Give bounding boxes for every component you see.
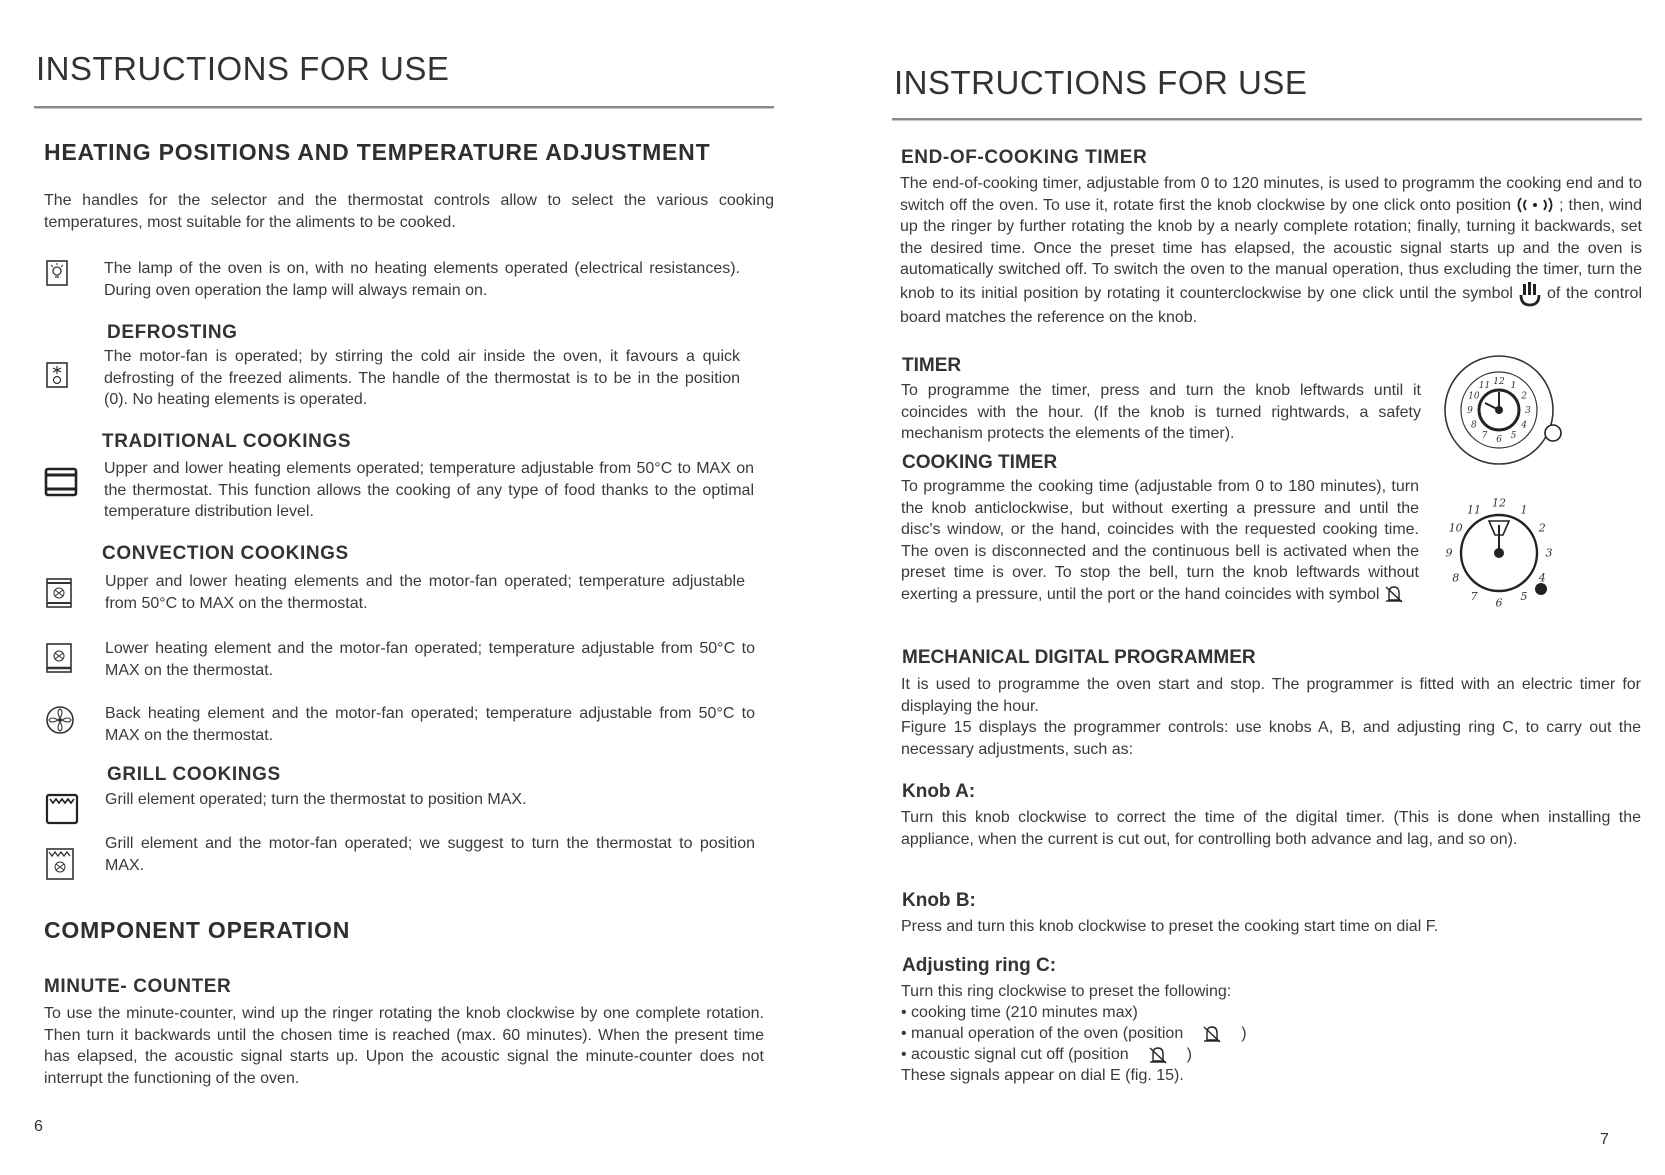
- hand-icon: [1517, 281, 1543, 307]
- page-number: 6: [34, 1118, 43, 1135]
- grill-text-1: Grill element operated; turn the thermostat to position MAX.: [105, 791, 527, 808]
- cooking-dial-number-3: 3: [1545, 546, 1553, 560]
- knob-a-heading: Knob A:: [902, 781, 976, 802]
- timer-text: To programme the timer, press and turn the knob leftwards until it coincides with the hour. (If the knob is turned rightwards, a safety mechanism protects the elements of the timer).: [901, 382, 1421, 442]
- heating-intro: The handles for the selector and the thermostat controls allow to select the various cooking temperatures, most suitable for the aliments to be cooked.: [44, 192, 774, 231]
- grill-text-2: Grill element and the motor-fan operated; we suggest to turn the thermostat to position MAX.: [105, 835, 755, 874]
- eoc-heading: END-OF-COOKING TIMER: [901, 147, 1148, 168]
- ring-c-item-2-text: • manual operation of the oven (position: [901, 1025, 1184, 1042]
- timer-dial-number-10: 10: [1468, 391, 1480, 402]
- defrosting-text: The motor-fan is operated; by stirring the cold air inside the oven, it favours a quick defrosting of the freezed aliments. The handle of the thermostat is to be in the position (0). No heating elements is operated.: [104, 348, 740, 408]
- traditional-heading: TRADITIONAL COOKINGS: [102, 431, 352, 452]
- cooking-dial-number-2: 2: [1538, 521, 1546, 535]
- convection-icon: [46, 578, 72, 608]
- left-page: [0, 0, 790, 1175]
- component-heading: COMPONENT OPERATION: [44, 917, 351, 943]
- mdp-heading: MECHANICAL DIGITAL PROGRAMMER: [902, 647, 1256, 668]
- ring-c-intro: Turn this ring clockwise to preset the following:: [901, 983, 1232, 1000]
- timer-dial-number-6: 6: [1496, 435, 1502, 445]
- minute-counter-text: To use the minute-counter, wind up the ringer rotating the knob clockwise by one complete rotation. Then turn it backwards until the chosen time is reached (max. 60 minutes). When the present time has elapsed, the acoustic signal starts up. Upon the acoustic signal the minute-counter does not interrupt the functioning of the oven.: [44, 1005, 764, 1087]
- ring-c-item-2-close: ): [1241, 1025, 1247, 1042]
- cooking-dial-number-11: 11: [1467, 503, 1481, 517]
- timer-dial-number-11: 11: [1478, 380, 1491, 391]
- page-title: INSTRUCTIONS FOR USE: [894, 64, 1308, 101]
- lamp-text: The lamp of the oven is on, with no heating elements operated (electrical resistances). During oven operation the lamp will always remain on.: [104, 260, 740, 299]
- cooking-timer-text: [901, 476, 1419, 605]
- title-rule: [892, 118, 1642, 121]
- timer-dial-figure: [1435, 355, 1575, 470]
- timer-dial-number-2: 2: [1521, 391, 1527, 402]
- right-page: [880, 0, 1665, 1175]
- cooking-timer-heading: COOKING TIMER: [902, 452, 1058, 473]
- mdp-text: It is used to programme the oven start and stop. The programmer is fitted with an electric timer for displaying the hour.: [901, 676, 1641, 715]
- eoc-text-part-1: The end-of-cooking timer, adjustable from 0 to 120 minutes, is used to programm the cooking end and to switch off the oven. To use it, rotate first the knob clockwise by one click onto position: [900, 175, 1642, 214]
- cooking-dial-number-12: 12: [1492, 496, 1506, 510]
- timer-hand-short: [1485, 403, 1499, 410]
- timer-indicator: [1545, 425, 1561, 441]
- cooking-dial-number-9: 9: [1445, 546, 1453, 560]
- grill-heading: GRILL COOKINGS: [107, 764, 281, 785]
- ring-c-heading: Adjusting ring C:: [902, 955, 1057, 976]
- cooking-dial-number-7: 7: [1470, 590, 1478, 603]
- hand-off-icon: [1201, 1024, 1223, 1044]
- timer-dial-number-7: 7: [1481, 431, 1488, 442]
- eoc-text: [900, 173, 1642, 328]
- minute-counter-heading: MINUTE- COUNTER: [44, 976, 232, 997]
- traditional-text: Upper and lower heating elements operated; temperature adjustable from 50°C to MAX on the thermostat. This function allows the cooking of any type of food thanks to the optimal temperature distribution level.: [104, 460, 754, 520]
- defrost-icon: [46, 362, 68, 388]
- bell-off-icon: [1147, 1045, 1169, 1065]
- eoc-text-part-3: of the control board matches the reference on the knob.: [900, 284, 1643, 326]
- title-rule: [34, 106, 774, 109]
- timer-dial-number-9: 9: [1467, 406, 1473, 416]
- ring-c-item-2: [901, 1023, 1641, 1045]
- ring-c-footer: These signals appear on dial E (fig. 15).: [901, 1067, 1184, 1084]
- defrosting-heading: DEFROSTING: [107, 322, 238, 343]
- page-title: INSTRUCTIONS FOR USE: [36, 50, 450, 87]
- grill-fan-icon: [46, 848, 74, 880]
- page-number: 7: [1600, 1131, 1609, 1148]
- grill-icon: [45, 793, 79, 825]
- ring-c-item-3: [901, 1044, 1641, 1066]
- cooking-dial-number-10: 10: [1448, 521, 1463, 535]
- cooking-timer-dial-figure: [1435, 495, 1575, 615]
- cooking-dial-number-8: 8: [1452, 571, 1460, 585]
- timer-dial-number-3: 3: [1525, 406, 1531, 416]
- knob-a-text: Turn this knob clockwise to correct the time of the digital timer. (This is done when installing the appliance, when the current is cut out, for controlling both advance and lag, and so on).: [901, 809, 1641, 848]
- cooking-dial-number-5: 5: [1520, 590, 1528, 603]
- mdp-text-2: Figure 15 displays the programmer controls: use knobs A, B, and adjusting ring C, to carry out the necessary adjustments, such as:: [901, 719, 1641, 758]
- timer-heading: TIMER: [902, 355, 962, 376]
- eoc-text-part-2: ; then, wind up the ringer by further rotating the knob by a nearly complete rotation; finally, turning it backwards, set the desired time. Once the preset time has elapsed, the acoustic signal starts up and the oven is automatically switched off. To switch the oven to the manual operation, thus excluding the timer, turn the knob to its initial position by rotating it counterclockwise by one click until the symbol: [900, 196, 1643, 302]
- ring-c-item-3-text: • acoustic signal cut off (position: [901, 1046, 1129, 1063]
- fan-icon: [45, 705, 75, 735]
- timer-dial-number-5: 5: [1510, 431, 1517, 442]
- convection-text-1: Upper and lower heating elements and the motor-fan operated; temperature adjustable from 50°C to MAX on the thermostat.: [105, 573, 745, 612]
- cooking-timer-text-body: To programme the cooking time (adjustable from 0 to 180 minutes), turn the knob anticlockwise, but without exerting a pressure and until the disc's window, or the hand, coincides with the requested cooking time. The oven is disconnected and the continuous bell is activated when the preset time is over. To stop the bell, turn the knob leftwards without exerting a pressure, until the port or the hand coincides with symbol: [901, 478, 1419, 603]
- bell-wind-icon: [1515, 196, 1555, 214]
- timer-dial-number-8: 8: [1471, 420, 1477, 431]
- ring-c-item-1: • cooking time (210 minutes max): [901, 1004, 1138, 1021]
- convection-lower-icon: [46, 643, 72, 673]
- cooking-dial-number-6: 6: [1495, 596, 1503, 610]
- bell-off-icon: [1383, 584, 1405, 604]
- cooking-dial-number-1: 1: [1520, 503, 1528, 517]
- traditional-icon: [44, 467, 78, 497]
- lamp-icon: [46, 260, 68, 286]
- heating-heading: HEATING POSITIONS AND TEMPERATURE ADJUSTMENT: [44, 139, 711, 165]
- cooking-dial-number-4: 4: [1538, 571, 1546, 585]
- convection-text-2: Lower heating element and the motor-fan operated; temperature adjustable from 50°C to MAX on the thermostat.: [105, 640, 755, 679]
- convection-text-3: Back heating element and the motor-fan operated; temperature adjustable from 50°C to MAX on the thermostat.: [105, 705, 755, 744]
- convection-heading: CONVECTION COOKINGS: [102, 543, 349, 564]
- ring-c-item-3-close: ): [1186, 1046, 1192, 1063]
- knob-b-heading: Knob B:: [902, 890, 976, 911]
- timer-dial-number-12: 12: [1493, 377, 1505, 387]
- cooking-dial-indicator: [1535, 583, 1547, 595]
- timer-dial-number-1: 1: [1510, 380, 1517, 391]
- knob-b-text: Press and turn this knob clockwise to preset the cooking start time on dial F.: [901, 918, 1439, 935]
- timer-dial-number-4: 4: [1521, 420, 1527, 431]
